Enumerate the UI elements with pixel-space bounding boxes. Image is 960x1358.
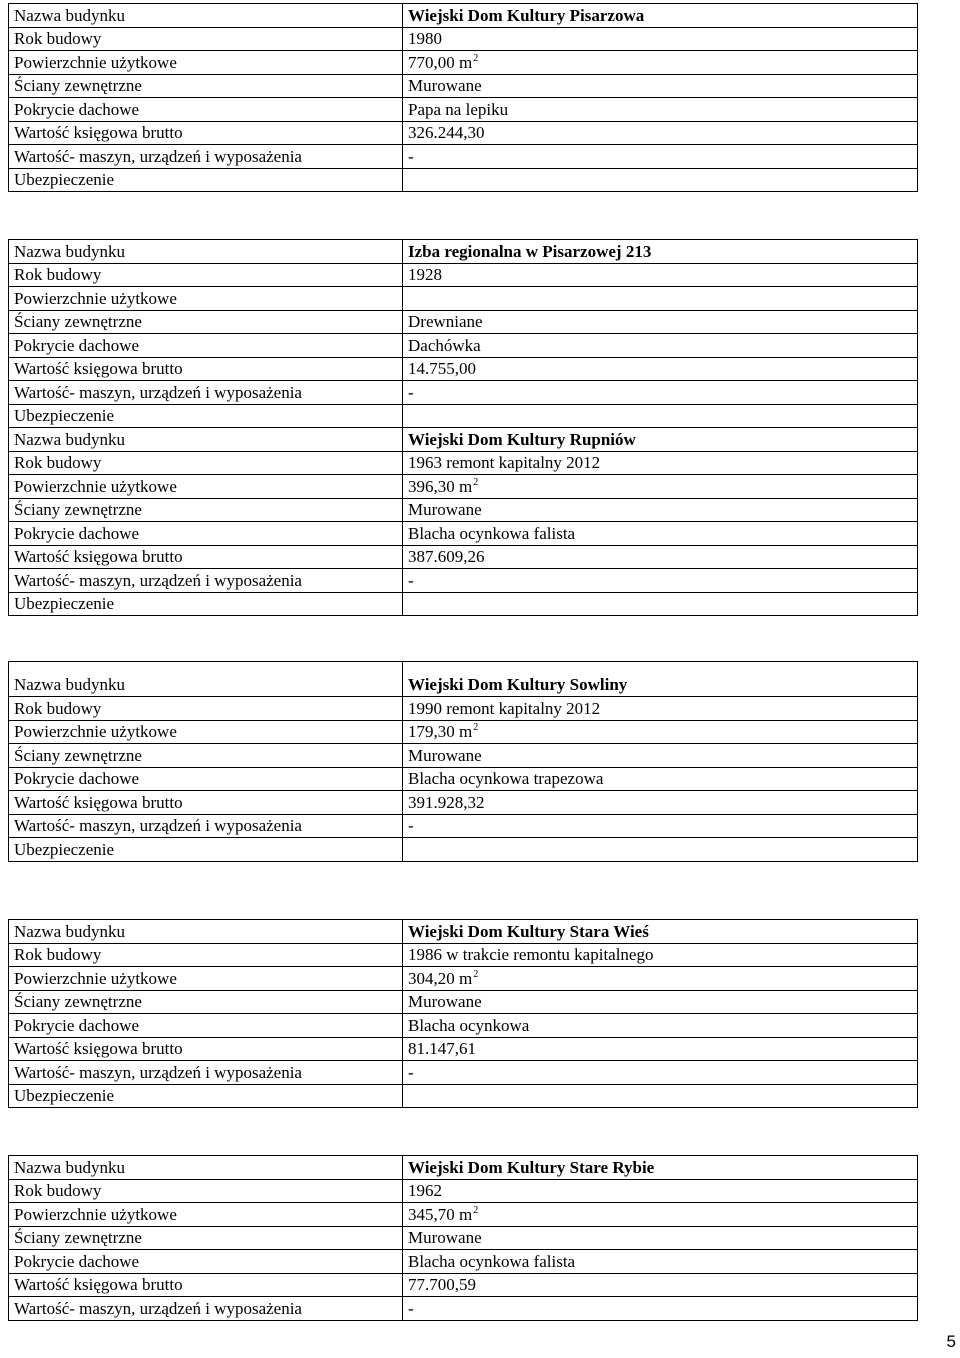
building-name: Wiejski Dom Kultury Stare Rybie: [403, 1156, 918, 1180]
row-walls: [9, 990, 918, 1014]
row-area: [9, 967, 918, 991]
building-area: [403, 51, 918, 75]
building-year: 1980: [403, 27, 918, 51]
row-insurance: [9, 592, 918, 616]
building-insurance: [403, 592, 918, 616]
label-equipment: Wartość- maszyn, urządzeń i wyposażenia: [9, 1061, 403, 1085]
building-name: Wiejski Dom Kultury Rupniów: [403, 428, 918, 452]
row-insurance: [9, 168, 918, 192]
building-roof: Dachówka: [403, 334, 918, 358]
label-walls: Ściany zewnętrzne: [9, 74, 403, 98]
row-book-value: [9, 1273, 918, 1297]
row-equipment: [9, 569, 918, 593]
building-book-value: 77.700,59: [403, 1273, 918, 1297]
label-walls: Ściany zewnętrzne: [9, 310, 403, 334]
building-year: 1963 remont kapitalny 2012: [403, 451, 918, 475]
row-equipment: [9, 1061, 918, 1085]
building-year: 1928: [403, 263, 918, 287]
building-name: Wiejski Dom Kultury Pisarzowa: [403, 4, 918, 28]
row-walls: [9, 74, 918, 98]
row-insurance: [9, 838, 918, 862]
label-walls: Ściany zewnętrzne: [9, 990, 403, 1014]
label-insurance: Ubezpieczenie: [9, 1084, 403, 1108]
label-area: Powierzchnie użytkowe: [9, 51, 403, 75]
building-book-value: 81.147,61: [403, 1037, 918, 1061]
label-roof: Pokrycie dachowe: [9, 1014, 403, 1038]
label-book-value: Wartość księgowa brutto: [9, 1037, 403, 1061]
label-year: Rok budowy: [9, 263, 403, 287]
label-roof: Pokrycie dachowe: [9, 98, 403, 122]
building-equipment: -: [403, 569, 918, 593]
row-book-value: [9, 1037, 918, 1061]
label-walls: Ściany zewnętrzne: [9, 498, 403, 522]
building-equipment: -: [403, 1297, 918, 1321]
building-equipment: -: [403, 1061, 918, 1085]
building-table-stara-wies: [8, 919, 918, 1108]
row-roof: [9, 98, 918, 122]
label-book-value: Wartość księgowa brutto: [9, 357, 403, 381]
area-unit-exponent: 2: [473, 968, 479, 980]
row-equipment: [9, 814, 918, 838]
row-walls: [9, 744, 918, 768]
label-walls: Ściany zewnętrzne: [9, 744, 403, 768]
label-book-value: Wartość księgowa brutto: [9, 791, 403, 815]
building-roof: Papa na lepiku: [403, 98, 918, 122]
building-walls: Murowane: [403, 744, 918, 768]
label-year: Rok budowy: [9, 27, 403, 51]
building-insurance: [403, 1084, 918, 1108]
row-year: [9, 1179, 918, 1203]
row-name: [9, 4, 918, 28]
row-book-value: [9, 545, 918, 569]
row-name: [9, 920, 918, 944]
building-roof: Blacha ocynkowa falista: [403, 1250, 918, 1274]
row-name: [9, 240, 918, 264]
row-walls: [9, 310, 918, 334]
building-name: Wiejski Dom Kultury Stara Wieś: [403, 920, 918, 944]
area-unit-exponent: 2: [473, 476, 479, 488]
label-book-value: Wartość księgowa brutto: [9, 545, 403, 569]
row-equipment: [9, 381, 918, 405]
row-year: [9, 263, 918, 287]
building-book-value: 14.755,00: [403, 357, 918, 381]
building-walls: Murowane: [403, 1226, 918, 1250]
label-year: Rok budowy: [9, 943, 403, 967]
building-roof: Blacha ocynkowa trapezowa: [403, 767, 918, 791]
area-value: 345,70: [408, 1204, 455, 1224]
label-year: Rok budowy: [9, 697, 403, 721]
row-area: [9, 1203, 918, 1227]
area-value: 179,30: [408, 722, 455, 741]
label-area: Powierzchnie użytkowe: [9, 720, 403, 744]
row-area: [9, 51, 918, 75]
building-roof: Blacha ocynkowa: [403, 1014, 918, 1038]
label-year: Rok budowy: [9, 451, 403, 475]
row-roof: [9, 767, 918, 791]
building-name: Wiejski Dom Kultury Sowliny: [403, 662, 918, 697]
building-equipment: -: [403, 814, 918, 838]
row-name: [9, 662, 918, 697]
area-unit-exponent: 2: [473, 722, 479, 734]
building-year: 1986 w trakcie remontu kapitalnego: [403, 943, 918, 967]
label-equipment: Wartość- maszyn, urządzeń i wyposażenia: [9, 381, 403, 405]
label-name: Nazwa budynku: [9, 920, 403, 944]
area-unit: m: [459, 52, 473, 72]
building-insurance: [403, 838, 918, 862]
building-walls: Murowane: [403, 498, 918, 522]
building-book-value: 387.609,26: [403, 545, 918, 569]
row-walls: [9, 498, 918, 522]
row-book-value: [9, 791, 918, 815]
label-name: Nazwa budynku: [9, 4, 403, 28]
row-equipment: [9, 145, 918, 169]
building-area: [403, 967, 918, 991]
row-roof: [9, 522, 918, 546]
label-book-value: Wartość księgowa brutto: [9, 121, 403, 145]
row-equipment: [9, 1297, 918, 1321]
label-insurance: Ubezpieczenie: [9, 838, 403, 862]
label-equipment: Wartość- maszyn, urządzeń i wyposażenia: [9, 1297, 403, 1321]
row-area: [9, 475, 918, 499]
building-roof: Blacha ocynkowa falista: [403, 522, 918, 546]
row-insurance: [9, 404, 918, 428]
area-unit-exponent: 2: [473, 52, 479, 64]
building-equipment: -: [403, 145, 918, 169]
label-name: Nazwa budynku: [9, 1156, 403, 1180]
label-name: Nazwa budynku: [9, 428, 403, 452]
row-area: [9, 287, 918, 311]
label-name: Nazwa budynku: [9, 662, 403, 697]
label-insurance: Ubezpieczenie: [9, 168, 403, 192]
area-value: 770,00: [408, 52, 455, 72]
building-walls: Drewniane: [403, 310, 918, 334]
label-year: Rok budowy: [9, 1179, 403, 1203]
building-area: [403, 475, 918, 499]
area-unit: m: [459, 722, 473, 741]
row-walls: [9, 1226, 918, 1250]
building-walls: Murowane: [403, 990, 918, 1014]
label-roof: Pokrycie dachowe: [9, 522, 403, 546]
row-year: [9, 697, 918, 721]
label-area: Powierzchnie użytkowe: [9, 967, 403, 991]
area-unit: m: [459, 1204, 473, 1224]
row-name: [9, 428, 918, 452]
label-roof: Pokrycie dachowe: [9, 1250, 403, 1274]
building-year: 1962: [403, 1179, 918, 1203]
building-table-stare-rybie: [8, 1155, 918, 1321]
label-name: Nazwa budynku: [9, 240, 403, 264]
row-name: [9, 1156, 918, 1180]
label-insurance: Ubezpieczenie: [9, 404, 403, 428]
label-area: Powierzchnie użytkowe: [9, 1203, 403, 1227]
area-unit: m: [459, 476, 473, 496]
area-value: 304,20: [408, 968, 455, 988]
building-insurance: [403, 168, 918, 192]
building-area: [403, 287, 918, 311]
area-unit-exponent: 2: [473, 1204, 479, 1216]
building-book-value: 391.928,32: [403, 791, 918, 815]
label-equipment: Wartość- maszyn, urządzeń i wyposażenia: [9, 569, 403, 593]
label-roof: Pokrycie dachowe: [9, 334, 403, 358]
row-book-value: [9, 357, 918, 381]
row-roof: [9, 334, 918, 358]
row-year: [9, 27, 918, 51]
row-year: [9, 943, 918, 967]
row-area: [9, 720, 918, 744]
building-year: 1990 remont kapitalny 2012: [403, 697, 918, 721]
area-unit: m: [459, 968, 473, 988]
building-book-value: 326.244,30: [403, 121, 918, 145]
building-table-izba-rupniow: [8, 239, 918, 616]
label-area: Powierzchnie użytkowe: [9, 475, 403, 499]
row-insurance: [9, 1084, 918, 1108]
building-table-pisarzowa: [8, 3, 918, 192]
label-roof: Pokrycie dachowe: [9, 767, 403, 791]
label-book-value: Wartość księgowa brutto: [9, 1273, 403, 1297]
label-equipment: Wartość- maszyn, urządzeń i wyposażenia: [9, 814, 403, 838]
label-equipment: Wartość- maszyn, urządzeń i wyposażenia: [9, 145, 403, 169]
building-area: [403, 720, 918, 744]
row-roof: [9, 1014, 918, 1038]
label-walls: Ściany zewnętrzne: [9, 1226, 403, 1250]
label-area: Powierzchnie użytkowe: [9, 287, 403, 311]
row-roof: [9, 1250, 918, 1274]
building-area: [403, 1203, 918, 1227]
building-table-sowliny: [8, 661, 918, 862]
building-walls: Murowane: [403, 74, 918, 98]
row-year: [9, 451, 918, 475]
building-equipment: -: [403, 381, 918, 405]
area-value: 396,30: [408, 476, 455, 496]
page-number: 5: [946, 1332, 956, 1351]
building-insurance: [403, 404, 918, 428]
building-name: Izba regionalna w Pisarzowej 213: [403, 240, 918, 264]
row-book-value: [9, 121, 918, 145]
label-insurance: Ubezpieczenie: [9, 592, 403, 616]
